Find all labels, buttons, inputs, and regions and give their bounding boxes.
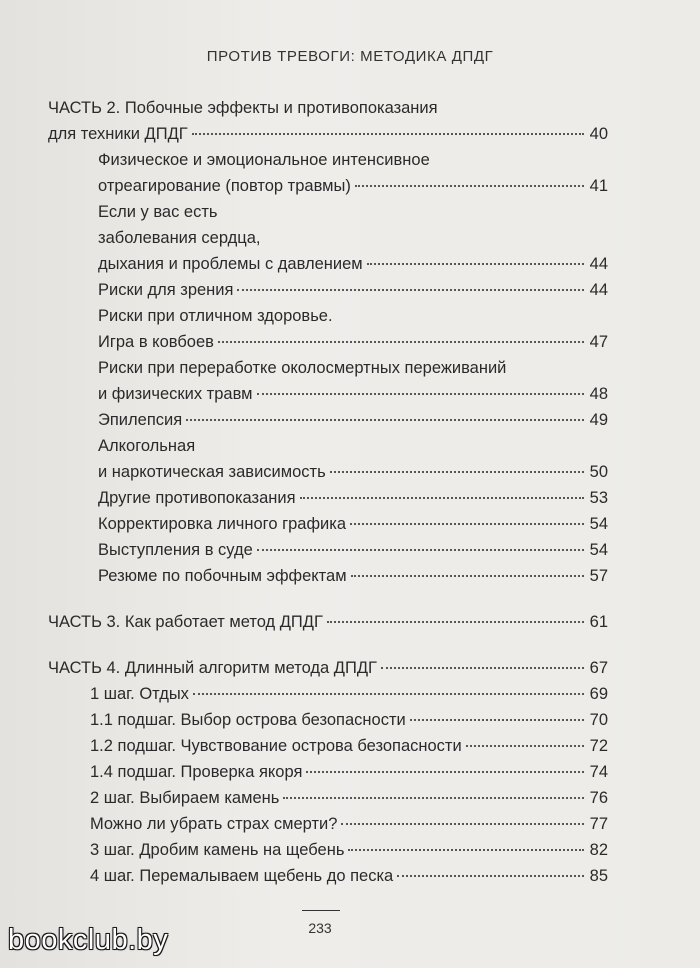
toc-item-text: 1.1 подшаг. Выбор острова безопасности xyxy=(90,711,406,729)
dot-leader xyxy=(341,823,584,825)
toc-part-4-title: ЧАСТЬ 4. Длинный алгоритм метода ДПДГ xyxy=(48,659,377,677)
toc-item-text: дыхания и проблемы с давлением xyxy=(98,255,363,273)
dot-leader xyxy=(193,693,584,695)
toc-item-text: Риски при переработке околосмертных переживаний xyxy=(98,359,507,377)
toc-page-number: 54 xyxy=(589,515,608,533)
dot-leader xyxy=(218,341,584,343)
toc-item[interactable] xyxy=(48,759,608,785)
toc-part-2-title-line1: ЧАСТЬ 2. Побочные эффекты и противопоказания xyxy=(48,99,438,117)
dot-leader xyxy=(351,575,584,577)
dot-leader xyxy=(330,471,584,473)
toc-item[interactable] xyxy=(48,147,608,199)
toc-page-number: 82 xyxy=(589,841,608,859)
toc-item-text: Алкогольная xyxy=(98,437,196,455)
toc-item[interactable] xyxy=(48,707,608,733)
running-head: ПРОТИВ ТРЕВОГИ: МЕТОДИКА ДПДГ xyxy=(206,48,494,65)
toc-part-3[interactable] xyxy=(48,609,608,635)
toc-item[interactable] xyxy=(48,563,608,589)
dot-leader xyxy=(192,133,584,135)
toc-page-number: 67 xyxy=(589,659,608,677)
toc-item[interactable] xyxy=(48,681,608,707)
toc-item-text: 3 шаг. Дробим камень на щебень xyxy=(90,841,345,859)
toc-item[interactable] xyxy=(48,733,608,759)
toc-part-2[interactable] xyxy=(48,95,608,147)
dot-leader xyxy=(237,289,584,291)
toc-item[interactable] xyxy=(48,863,608,889)
toc-item[interactable] xyxy=(48,537,608,563)
toc-page-number: 44 xyxy=(589,281,608,299)
toc-item[interactable] xyxy=(48,407,608,433)
toc-page-number: 85 xyxy=(589,867,608,885)
toc-page-number: 69 xyxy=(589,685,608,703)
toc-item-text: Корректировка личного графика xyxy=(98,515,347,533)
toc-item-text: Выступления в суде xyxy=(98,541,253,559)
toc-item[interactable] xyxy=(48,355,608,407)
toc-page-number: 76 xyxy=(589,789,608,807)
dot-leader xyxy=(410,719,584,721)
toc-page-number: 44 xyxy=(589,255,608,273)
toc-page-number: 57 xyxy=(589,567,608,585)
toc-item[interactable] xyxy=(48,433,608,485)
toc-page-number: 49 xyxy=(589,411,608,429)
toc-item-text: и наркотическая зависимость xyxy=(98,463,326,481)
toc-item-text: Эпилепсия xyxy=(98,411,183,429)
dot-leader xyxy=(350,523,584,525)
toc-page-number: 50 xyxy=(589,463,608,481)
toc-item-text: Если у вас есть xyxy=(98,203,218,221)
toc-page-number: 47 xyxy=(589,333,608,351)
dot-leader xyxy=(300,497,584,499)
toc-item-text: 2 шаг. Выбираем камень xyxy=(90,789,280,807)
watermark: bookclub.by xyxy=(8,924,169,956)
toc-page-number: 54 xyxy=(589,541,608,559)
page-number: 233 xyxy=(308,920,332,936)
toc-item[interactable] xyxy=(48,837,608,863)
toc-page-number: 77 xyxy=(589,815,608,833)
toc-item-text: заболевания сердца, xyxy=(98,229,261,247)
toc-item[interactable] xyxy=(48,199,608,277)
toc-page-number: 61 xyxy=(589,613,608,631)
toc-item[interactable] xyxy=(48,511,608,537)
toc-item-text: отреагирование (повтор травмы) xyxy=(98,177,351,195)
dot-leader xyxy=(283,797,584,799)
toc-item-text: 1.4 подшаг. Проверка якоря xyxy=(90,763,303,781)
toc-page-number: 48 xyxy=(589,385,608,403)
toc-item-text: Риски для зрения xyxy=(98,281,234,299)
footer-rule xyxy=(302,910,340,911)
dot-leader xyxy=(257,393,584,395)
toc-page-number: 41 xyxy=(589,177,608,195)
toc-item-text: Можно ли убрать страх смерти? xyxy=(90,815,338,833)
toc-part-4[interactable] xyxy=(48,655,608,681)
toc-item-text: Физическое и эмоциональное интенсивное xyxy=(98,151,430,169)
dot-leader xyxy=(327,621,584,623)
toc-page-number: 53 xyxy=(589,489,608,507)
dot-leader xyxy=(367,263,584,265)
toc-page-number: 70 xyxy=(589,711,608,729)
toc-item[interactable] xyxy=(48,811,608,837)
dot-leader xyxy=(257,549,584,551)
toc-item-text: Игра в ковбоев xyxy=(98,333,214,351)
dot-leader xyxy=(381,667,584,669)
toc-item[interactable] xyxy=(48,277,608,303)
toc-item-text: Другие противопоказания xyxy=(98,489,296,507)
dot-leader xyxy=(348,849,584,851)
toc-item-text: Резюме по побочным эффектам xyxy=(98,567,347,585)
dot-leader xyxy=(306,771,584,773)
toc-item-text: 4 шаг. Перемалываем щебень до песка xyxy=(90,867,394,885)
dot-leader xyxy=(186,419,584,421)
toc-item-text: Риски при отличном здоровье. xyxy=(98,307,333,325)
dot-leader xyxy=(355,185,584,187)
toc-item-text: и физических травм xyxy=(98,385,253,403)
toc-part-3-title: ЧАСТЬ 3. Как работает метод ДПДГ xyxy=(48,613,323,631)
toc-page-number: 40 xyxy=(589,125,608,143)
toc-page-number: 74 xyxy=(589,763,608,781)
toc-page-number: 72 xyxy=(589,737,608,755)
toc-item-text: 1 шаг. Отдых xyxy=(90,685,189,703)
table-of-contents xyxy=(48,95,608,889)
dot-leader xyxy=(397,875,584,877)
toc-item[interactable] xyxy=(48,785,608,811)
toc-item-text: 1.2 подшаг. Чувствование острова безопасности xyxy=(90,737,462,755)
toc-item[interactable] xyxy=(48,303,608,355)
toc-part-2-title-line2: для техники ДПДГ xyxy=(48,125,188,143)
toc-item[interactable] xyxy=(48,485,608,511)
dot-leader xyxy=(466,745,584,747)
